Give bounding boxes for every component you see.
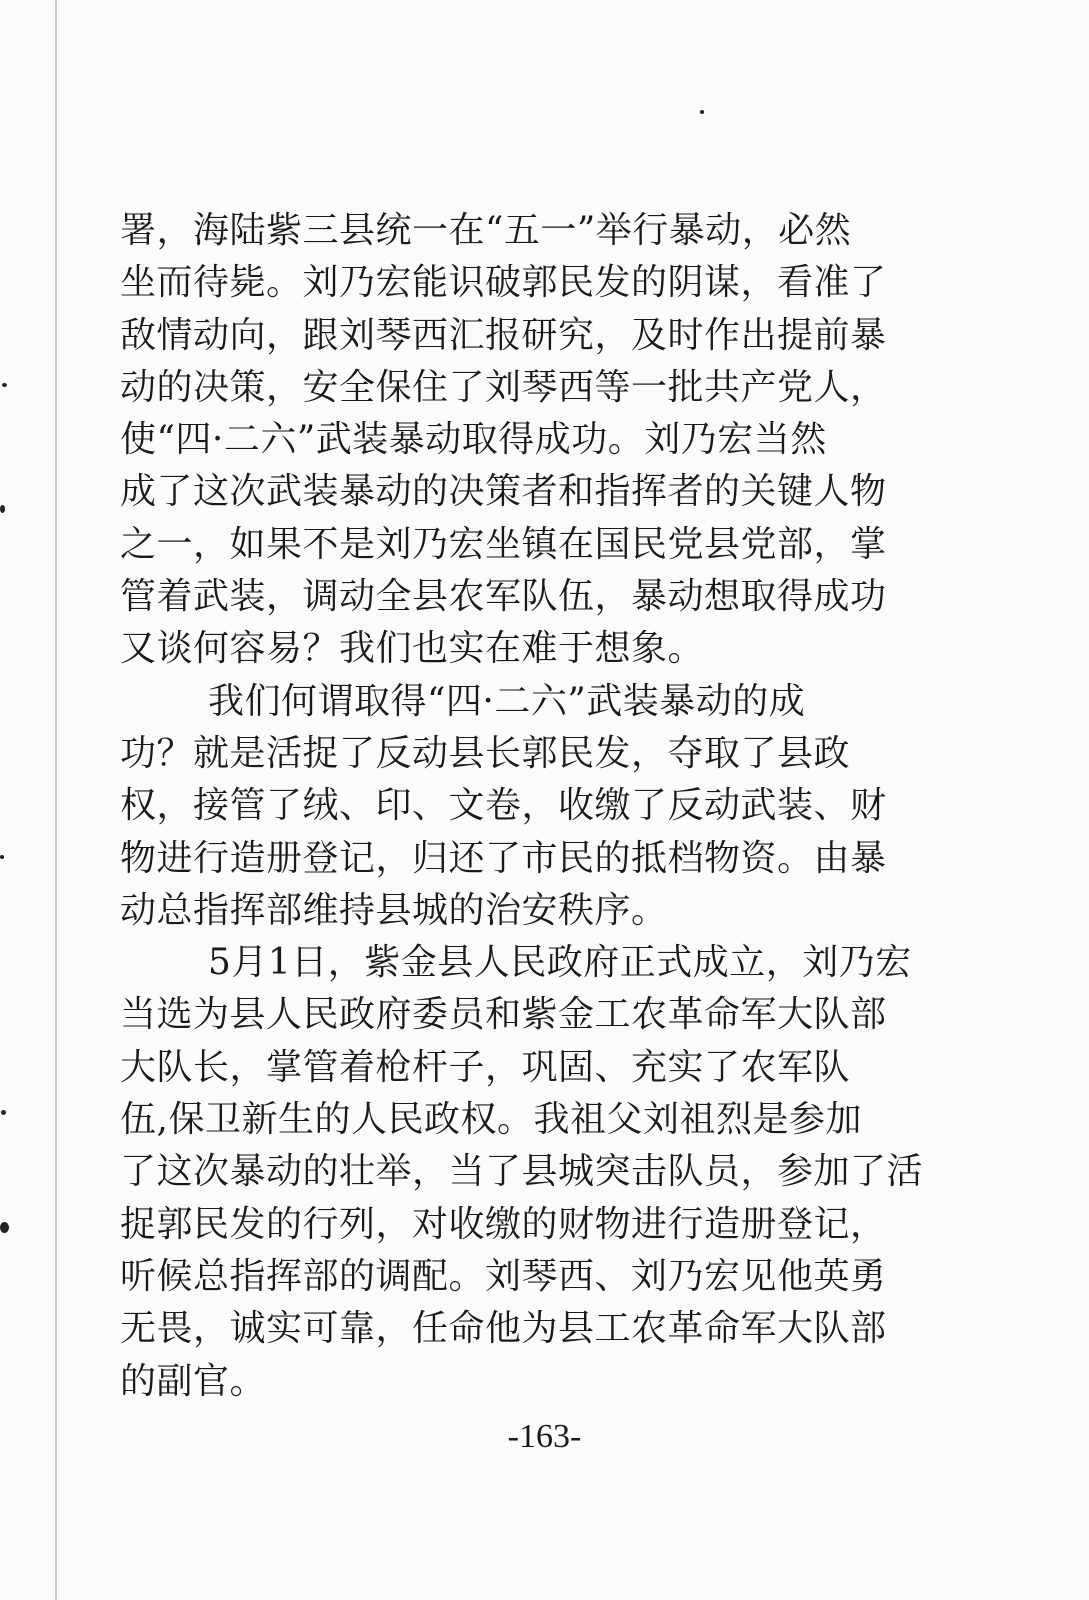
text-line: 无畏，诚实可靠，任命他为县工农革命军大队部 bbox=[120, 1308, 887, 1350]
text-line: 听候总指挥部的调配。刘琴西、刘乃宏见他英勇 bbox=[120, 1255, 887, 1297]
text-line: 捉郭民发的行列，对收缴的财物进行造册登记， bbox=[120, 1203, 887, 1245]
text-line: 大队长，掌管着枪杆子，巩固、充实了农军队 bbox=[120, 1046, 851, 1088]
text-line: 伍,保卫新生的人民政权。我祖父刘祖烈是参加 bbox=[120, 1099, 862, 1141]
page-number: -163- bbox=[507, 1418, 582, 1455]
text-line: 5月1日，紫金县人民政府正式成立，刘乃宏 bbox=[208, 942, 912, 984]
scan-speck bbox=[0, 1222, 9, 1233]
text-line: 权，接管了绒、印、文卷，收缴了反动武装、财 bbox=[120, 785, 887, 827]
text-line: 使“四·二六”武装暴动取得成功。刘乃宏当然 bbox=[120, 419, 827, 461]
text-line: 成了这次武装暴动的决策者和指挥者的关键人物 bbox=[120, 471, 887, 513]
text-line: 又谈何容易？我们也实在难于想象。 bbox=[120, 628, 705, 670]
text-line: 动的决策，安全保住了刘琴西等一批共产党人， bbox=[120, 366, 887, 408]
text-line: 坐而待毙。刘乃宏能识破郭民发的阴谋，看准了 bbox=[120, 262, 887, 304]
text-line: 当选为县人民政府委员和紫金工农革命军大队部 bbox=[120, 994, 887, 1036]
scan-speck bbox=[2, 383, 7, 387]
binding-edge-line bbox=[55, 0, 57, 1600]
text-line: 的副官。 bbox=[120, 1360, 267, 1402]
text-line: 管着武装，调动全县农军队伍，暴动想取得成功 bbox=[120, 576, 887, 618]
text-line: 了这次暴动的壮举，当了县城突击队员，参加了活 bbox=[120, 1151, 924, 1193]
text-line: 敌情动向，跟刘琴西汇报研究，及时作出提前暴 bbox=[120, 314, 887, 356]
text-line: 署，海陆紫三县统一在“五一”举行暴动，必然 bbox=[120, 210, 852, 251]
text-line: 我们何谓取得“四·二六”武装暴动的成 bbox=[208, 680, 806, 722]
scan-speck bbox=[700, 110, 704, 114]
text-line: 功？就是活捉了反动县长郭民发，夺取了县政 bbox=[120, 732, 851, 774]
scan-speck bbox=[0, 505, 5, 513]
scan-speck bbox=[0, 855, 4, 859]
scan-speck bbox=[1, 1110, 6, 1115]
text-line: 动总指挥部维持县城的治安秩序。 bbox=[120, 889, 668, 931]
text-line: 之一，如果不是刘乃宏坐镇在国民党县党部，掌 bbox=[120, 523, 887, 565]
body-text bbox=[120, 205, 950, 1408]
text-line: 物进行造册登记，归还了市民的抵档物资。由暴 bbox=[120, 837, 887, 879]
